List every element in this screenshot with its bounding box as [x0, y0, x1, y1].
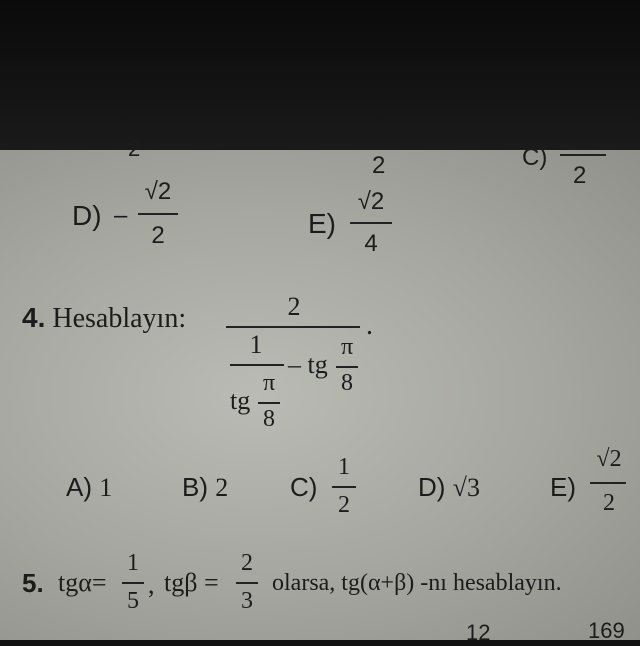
inner-eight: 8	[263, 406, 275, 432]
option-d-denominator: 2	[151, 222, 165, 249]
outer-numerator: 2	[287, 292, 301, 321]
right-pi: π	[340, 334, 354, 360]
problem-5-comma: ,	[148, 570, 155, 599]
textbook-page	[0, 136, 640, 645]
inner-tg: tg	[230, 386, 251, 415]
option-d-label: D)	[72, 200, 102, 231]
option-e-fraction-bar	[350, 222, 392, 224]
page-number: 169	[588, 618, 625, 643]
inner-pi-bar	[258, 402, 280, 404]
option-e-label: E)	[308, 208, 336, 239]
answer-e-fraction-bar	[590, 482, 626, 484]
option-d-sign: –	[114, 202, 128, 229]
inner-fraction-bar	[230, 364, 284, 366]
partial-option-c-denominator: 2	[573, 162, 587, 189]
answer-e-label: E)	[550, 472, 576, 502]
answer-e-numerator: √2	[596, 446, 622, 472]
right-eight: 8	[341, 370, 353, 396]
inner-numerator: 1	[249, 330, 263, 359]
partial-top-number: 2	[372, 152, 386, 179]
tgb-numerator: 2	[241, 550, 253, 576]
partial-denominator: 2	[128, 136, 141, 161]
answer-b	[182, 472, 228, 503]
answer-e-denominator: 2	[603, 490, 615, 516]
answer-a	[66, 472, 112, 503]
option-e-denominator: 4	[364, 230, 378, 257]
option-d-numerator: √2	[144, 178, 172, 205]
problem-5-text: olarsa, tg(α+β) -nı hesablayın.	[272, 570, 562, 596]
minus-tg: – tg	[288, 350, 328, 379]
problem-5-number: 5.	[22, 568, 44, 598]
partial-fraction-bar	[560, 154, 606, 156]
answer-d	[418, 472, 480, 503]
option-d-fraction-bar	[138, 213, 178, 215]
option-e-numerator: √2	[357, 188, 385, 215]
tga-denominator: 5	[127, 588, 139, 614]
inner-pi: π	[262, 370, 276, 396]
problem-4-prompt: Hesablayın:	[52, 303, 187, 334]
answer-b-label: B)	[182, 472, 208, 502]
problem-4-period: .	[366, 310, 373, 341]
bottom-partial-number: 12	[466, 620, 491, 645]
problem-5-tgb: tgβ =	[164, 568, 219, 597]
outer-fraction-bar	[226, 326, 360, 328]
tgb-fraction-bar	[236, 582, 258, 584]
answer-d-value: √3	[452, 473, 480, 502]
tgb-denominator: 3	[241, 588, 253, 614]
problem-4-header	[22, 302, 186, 335]
answer-a-value: 1	[99, 473, 113, 502]
problem-4-number: 4.	[22, 302, 46, 333]
answer-c-denominator: 2	[338, 492, 350, 518]
tga-numerator: 1	[127, 550, 139, 576]
dark-background	[0, 0, 640, 150]
answer-c-label: C)	[290, 472, 318, 502]
answer-c-fraction-bar	[332, 486, 356, 488]
tga-fraction-bar	[122, 582, 144, 584]
answer-c-numerator: 1	[338, 454, 350, 480]
problem-5-tga: tgα=	[58, 568, 107, 597]
partial-option-c-label: C)	[522, 144, 548, 171]
right-pi-bar	[336, 366, 358, 368]
answer-d-label: D)	[418, 472, 446, 502]
answer-b-value: 2	[215, 473, 229, 502]
answer-a-label: A)	[66, 472, 92, 502]
